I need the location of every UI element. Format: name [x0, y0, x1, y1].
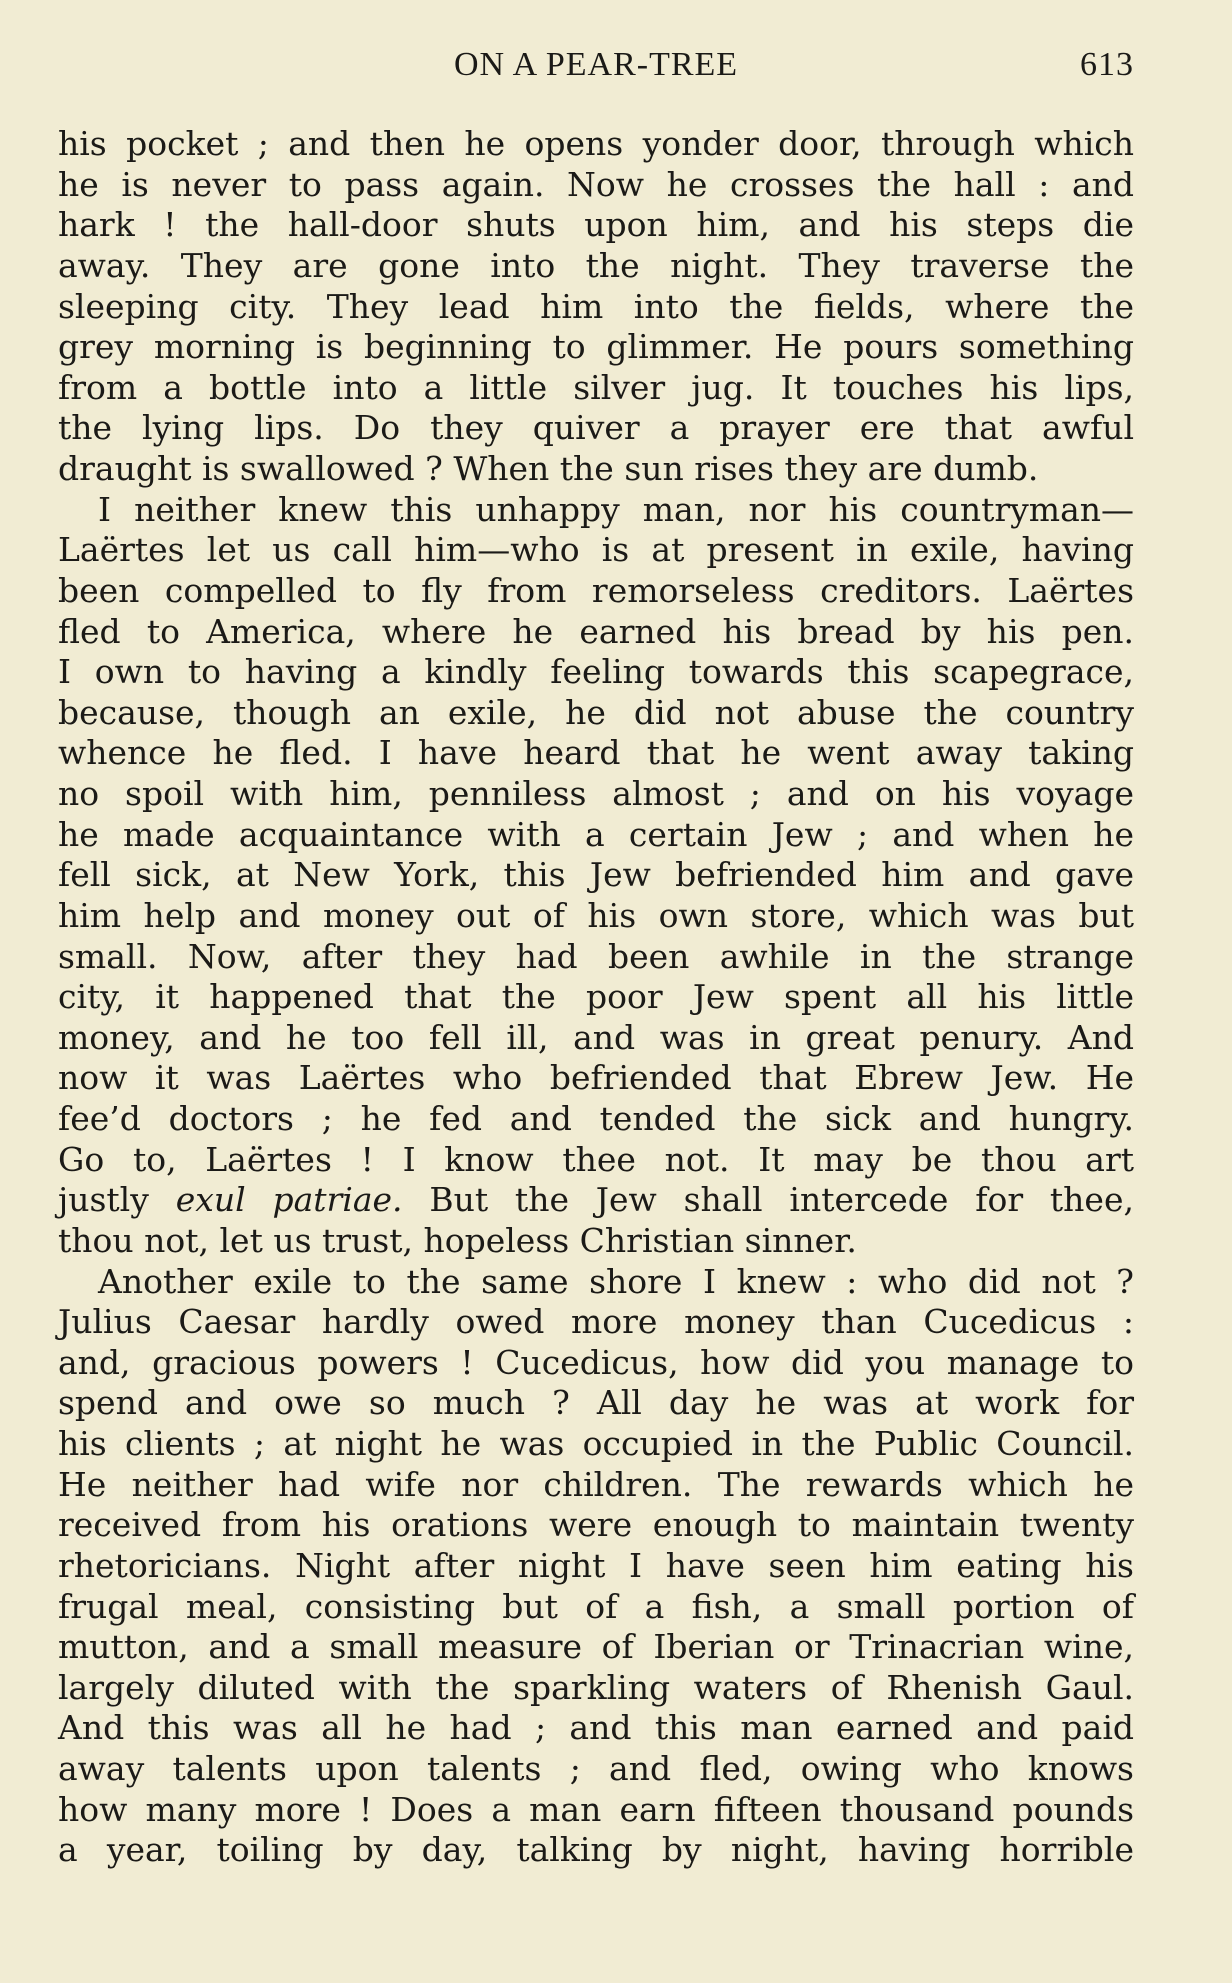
text-line: I own to having a kindly feeling towards this scapegrace, [58, 652, 1134, 692]
text-line: and, gracious powers ! Cucedicus, how did you manage to [58, 1342, 1134, 1382]
text-line: how many more ! Does a man earn fifteen thousand pounds [58, 1789, 1134, 1829]
text-line: fee’d doctors ; he fed and tended the sick and hungry. [58, 1099, 1134, 1138]
text-line-with-italic [58, 1180, 1134, 1221]
text-line: spend and owe so much ? All day he was at work for [58, 1383, 1134, 1423]
text-line: And this was all he had ; and this man earned and paid [58, 1708, 1134, 1748]
text-line: hark ! the hall-door shuts upon him, and his steps die [58, 205, 1134, 245]
text-line: because, though an exile, he did not abuse the country [58, 692, 1134, 732]
text-line: money, and he too fell ill, and was in great penury. And [58, 1017, 1134, 1057]
text-line: sleeping city. They lead him into the fields, where the [58, 286, 1134, 326]
text-line: grey morning is beginning to glimmer. He pours something [58, 327, 1134, 367]
text-line: rhetoricians. Night after night I have seen him eating his [58, 1545, 1134, 1585]
text-line: away. They are gone into the night. They traverse the [58, 245, 1134, 285]
text-line: small. Now, after they had been awhile in the strange [58, 936, 1134, 976]
text-line: mutton, and a small measure of Iberian or Trinacrian wine, [58, 1627, 1134, 1667]
text-line: fled to America, where he earned his bread by his pen. [58, 611, 1134, 651]
text-line: his pocket ; and then he opens yonder door, through which [58, 124, 1134, 163]
text-line: largely diluted with the sparkling waters of Rhenish Gaul. [58, 1667, 1134, 1707]
text-line: thou not, let us trust, hopeless Christian sinner. [58, 1220, 857, 1260]
running-title: ON A PEAR-TREE [453, 46, 739, 83]
text-line: him help and money out of his own store, which was but [58, 895, 1134, 935]
italic-phrase: exul patriae. [175, 1180, 403, 1220]
text-line: fell sick, at New York, this Jew befriended him and gave [58, 855, 1134, 895]
text-line: He neither had wife nor children. The rewards which he [58, 1464, 1134, 1504]
text-line: Go to, Laërtes ! I know thee not. It may be thou art [58, 1139, 1134, 1179]
text-line: frugal meal, consisting but of a fish, a small portion of [58, 1586, 1134, 1626]
text-line: from a bottle into a little silver jug. It touches his lips, [58, 367, 1134, 407]
text-line: away talents upon talents ; and fled, owing who knows [58, 1749, 1134, 1788]
text-fragment: justly [58, 1180, 149, 1220]
text-line: Laërtes let us call him—who is at present in exile, having [58, 530, 1134, 570]
page-number: 613 [1080, 46, 1134, 83]
paragraph-start: Another exile to the same shore I knew : who did not ? [98, 1261, 1134, 1301]
text-line: now it was Laërtes who befriended that Ebrew Jew. He [58, 1058, 1134, 1098]
text-line: his clients ; at night he was occupied in the Public Council. [58, 1424, 1134, 1463]
text-fragment: But the Jew shall intercede for thee, [429, 1180, 1134, 1220]
text-line: whence he fled. I have heard that he went away taking [58, 733, 1134, 773]
body-text [58, 124, 1134, 1871]
paragraph-start: I neither knew this unhappy man, nor his countryman— [98, 489, 1134, 529]
text-line: a year, toiling by day, talking by night, having horrible [58, 1830, 1134, 1870]
text-line: he made acquaintance with a certain Jew ; and when he [58, 814, 1134, 854]
text-line: no spoil with him, penniless almost ; and on his voyage [58, 774, 1134, 813]
text-line: Julius Caesar hardly owed more money than Cucedicus : [58, 1302, 1134, 1342]
text-line: draught is swallowed ? When the sun rises they are dumb. [58, 449, 1039, 488]
text-line: been compelled to fly from remorseless creditors. Laërtes [58, 570, 1134, 610]
text-line: received from his orations were enough to maintain twenty [58, 1505, 1134, 1545]
text-line: city, it happened that the poor Jew spent all his little [58, 977, 1134, 1017]
running-head [58, 46, 1134, 86]
text-line: the lying lips. Do they quiver a prayer ere that awful [58, 408, 1134, 448]
text-line: he is never to pass again. Now he crosses the hall : and [58, 164, 1134, 204]
